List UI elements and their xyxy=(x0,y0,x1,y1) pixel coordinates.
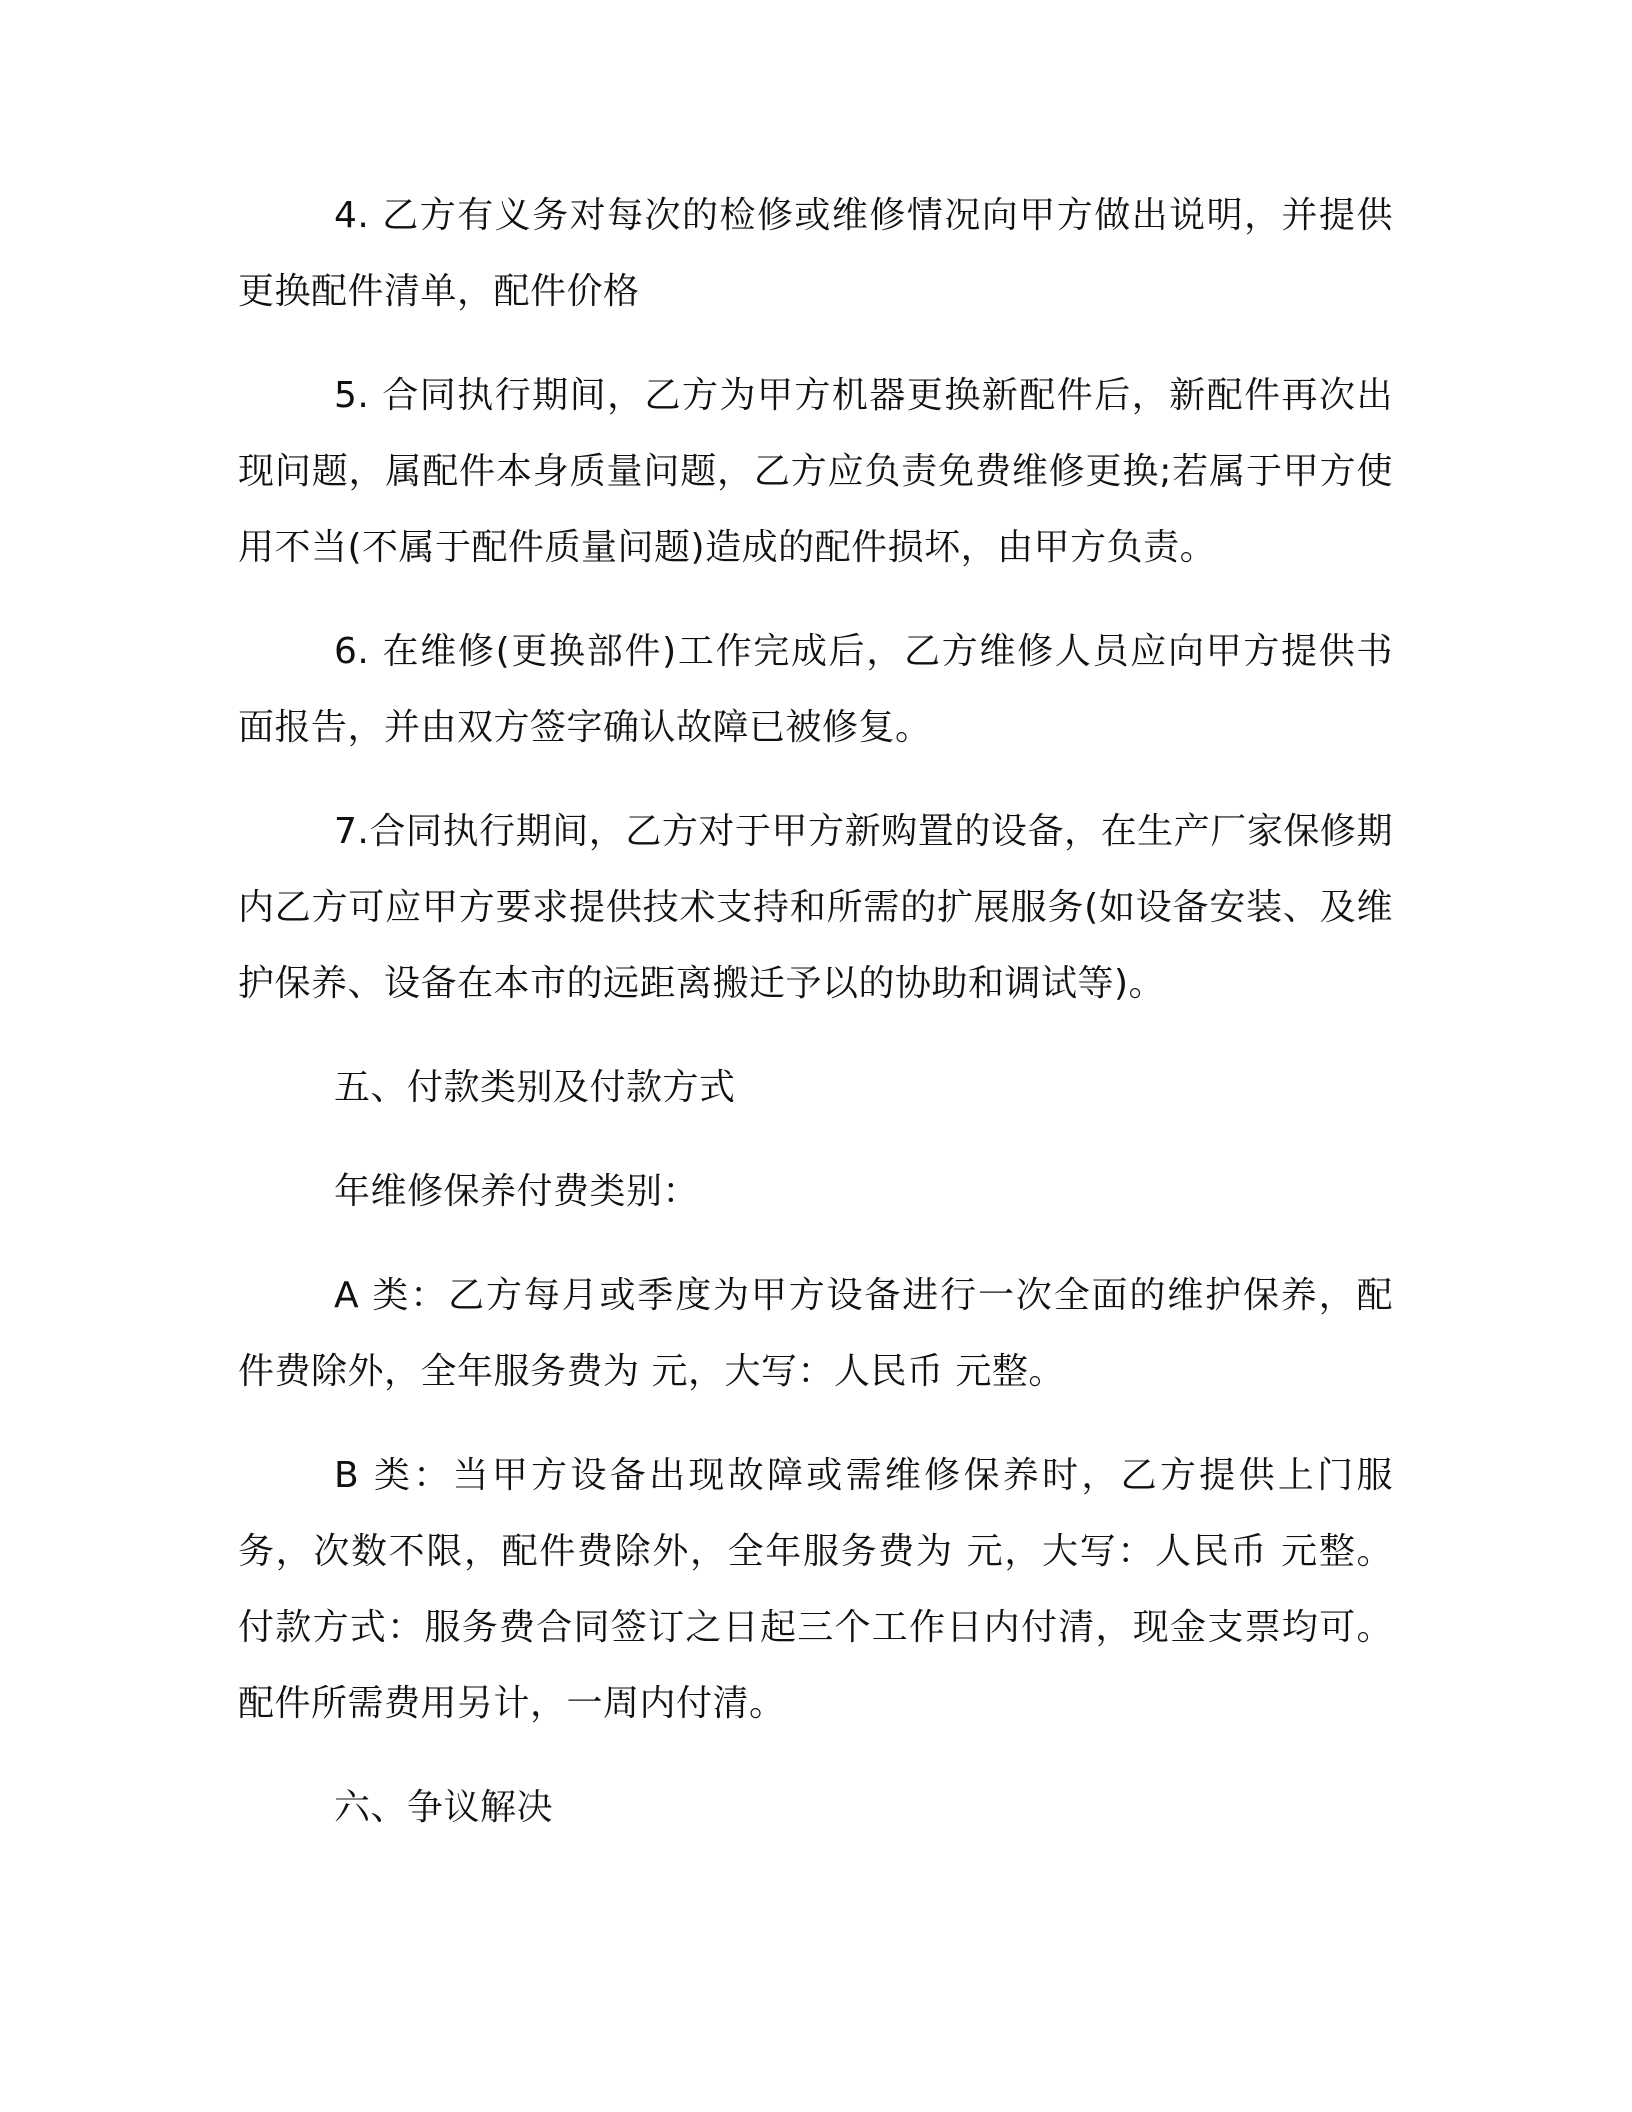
clause-6: 6. 在维修(更换部件)工作完成后，乙方维修人员应向甲方提供书面报告，并由双方签字确认故障已被修复。 xyxy=(238,631,1393,748)
fee-class-b: B 类：当甲方设备出现故障或需维修保养时，乙方提供上门服务，次数不限，配件费除外，全年服务费为 元，大写：人民币 元整。付款方式：服务费合同签订之日起三个工作日内付清，现金支票均可。配件所需费用另计，一周内付清。 xyxy=(238,1455,1393,1724)
clause-7: 7.合同执行期间，乙方对于甲方新购置的设备，在生产厂家保修期内乙方可应甲方要求提供技术支持和所需的扩展服务(如设备安装、及维护保养、设备在本市的远距离搬迁予以的协助和调试等)。 xyxy=(238,811,1393,1004)
section-6-heading: 六、争议解决 xyxy=(334,1787,554,1828)
fee-category-heading: 年维修保养付费类别： xyxy=(334,1171,700,1212)
clause-5: 5. 合同执行期间，乙方为甲方机器更换新配件后，新配件再次出现问题，属配件本身质量问题，乙方应负责免费维修更换;若属于甲方使用不当(不属于配件质量问题)造成的配件损坏，由甲方负责。 xyxy=(238,375,1393,568)
section-5-heading: 五、付款类别及付款方式 xyxy=(334,1067,736,1108)
fee-class-a: A 类：乙方每月或季度为甲方设备进行一次全面的维护保养，配件费除外，全年服务费为 元，大写：人民币 元整。 xyxy=(238,1275,1393,1392)
clause-4: 4. 乙方有义务对每次的检修或维修情况向甲方做出说明，并提供更换配件清单，配件价格 xyxy=(238,195,1393,312)
document-body xyxy=(238,178,1393,1874)
